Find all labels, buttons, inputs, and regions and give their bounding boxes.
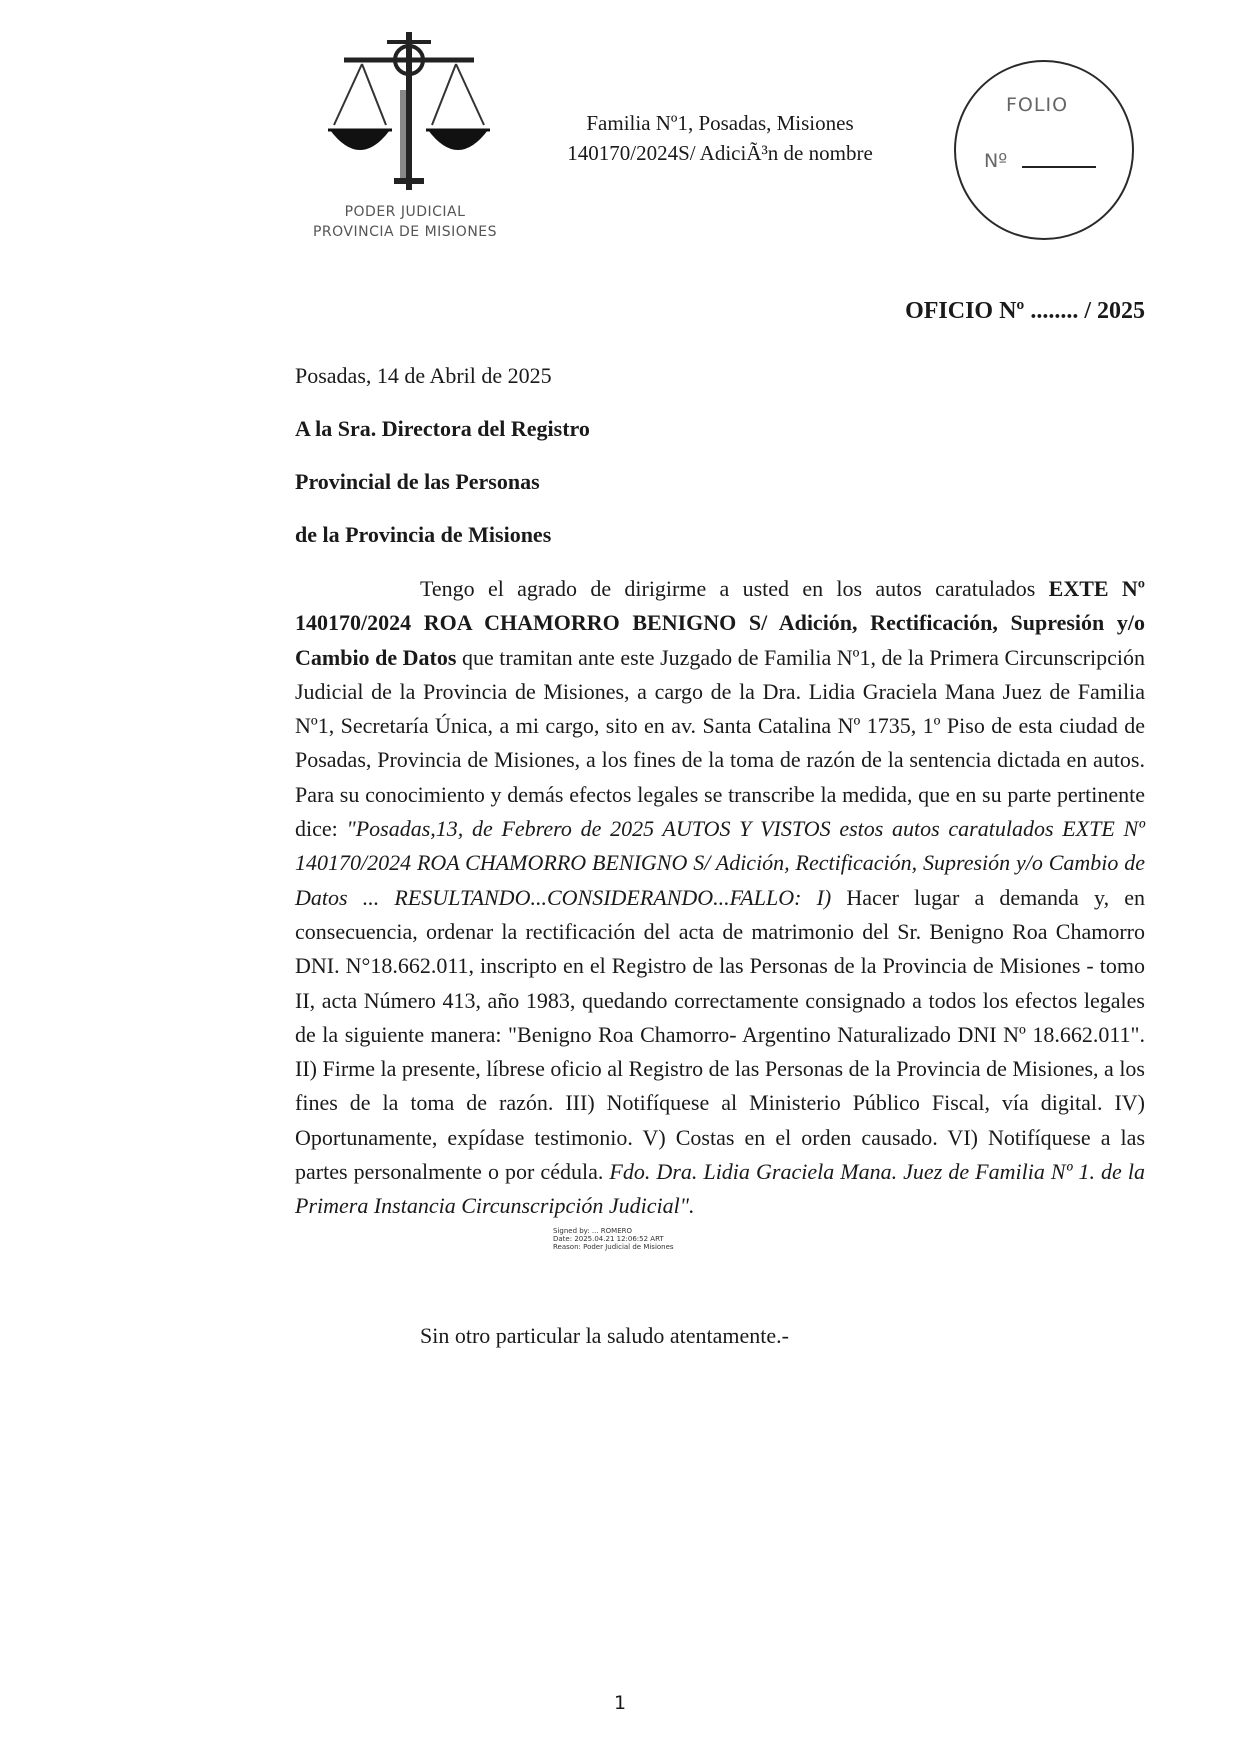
- letter-date: Posadas, 14 de Abril de 2025: [295, 363, 552, 388]
- addressee-line-3: de la Provincia de Misiones: [295, 522, 552, 547]
- main-paragraph: [295, 572, 1145, 1224]
- oficio-number: OFICIO Nº ........ / 2025: [905, 298, 1145, 324]
- addressee-line-1: A la Sra. Directora del Registro: [295, 416, 590, 441]
- folio-label: FOLIO: [1006, 94, 1069, 116]
- signature-line-2: Date: 2025.04.21 12:06:52 ART: [553, 1235, 664, 1243]
- page-number: 1: [613, 1692, 627, 1714]
- signature-line-1: Signed by: ... ROMERO: [553, 1227, 633, 1235]
- case-title: EXTE Nº 140170/2024 ROA CHAMORRO BENIGNO S/ Adición, Rectificación, Supresión y/o Cambio de Datos: [295, 576, 1146, 670]
- intro-text: Tengo el agrado de dirigirme a usted en los autos caratulados: [420, 576, 1049, 601]
- quote-text: "Posadas,13, de Febrero de 2025 AUTOS Y VISTOS estos autos caratulados EXTE Nº 140170/2024 ROA CHAMORRO BENIGNO S/ Adición, Rectificación, Supresión y/o Cambio de Datos ... RESULTANDO...CONSIDERANDO...FALLO: I): [295, 816, 1145, 910]
- poder-judicial-logo: [300, 30, 520, 240]
- ruling-text: Hacer lugar a demanda y, en consecuencia, ordenar la rectificación del acta de matrimonio del Sr. Benigno Roa Chamorro DNI. N°18.662.011, inscripto en el Registro de las Personas de la Provincia de Misiones - tomo II, acta Número 413, año 1983, quedando correctamente consignado a todos los efectos legales de la siguiente manera: "Benigno Roa Chamorro- Argentino Naturalizado DNI Nº 18.662.011". II) Firme la presente, líbrese oficio al Registro de las Personas de la Provincia de Misiones, a los fines de la toma de razón. III) Notifíquese al Ministerio Público Fiscal, vía digital. IV) Oportunamente, expídase testimonio. V) Costas en el orden causado. VI) Notifíquese a las partes personalmente o por cédula.: [295, 884, 1146, 1185]
- court-line-1: Familia Nº1, Posadas, Misiones: [586, 111, 854, 135]
- court-header: [530, 108, 910, 168]
- logo-line-2: PROVINCIA DE MISIONES: [312, 224, 498, 240]
- court-line-2: 140170/2024S/ AdiciÃ³n de nombre: [567, 141, 873, 165]
- folio-blank-line: [1022, 166, 1096, 168]
- middle-text: que tramitan ante este Juzgado de Familia Nº1, de la Primera Circunscripción Judicial de la Provincia de Misiones, a cargo de la Dra. Lidia Graciela Mana Juez de Familia Nº1, Secretaría Única, a mi cargo, sito en av. Santa Catalina Nº 1735, 1º Piso de esta ciudad de Posadas, Provincia de Misiones, a los fines de la toma de razón de la sentencia dictada en autos. Para su conocimiento y demás efectos legales se transcribe la medida, que en su parte pertinente dice:: [295, 644, 1145, 842]
- folio-stamp: [954, 60, 1134, 240]
- closing-line: Sin otro particular la saludo atentamente.-: [420, 1323, 789, 1348]
- scales-of-justice-icon: [324, 30, 494, 198]
- logo-line-1: PODER JUDICIAL: [344, 204, 466, 220]
- folio-number-label: Nº: [984, 150, 1008, 172]
- signature-line-3: Reason: Poder Judicial de Misiones: [553, 1243, 674, 1251]
- addressee-line-2: Provincial de las Personas: [295, 469, 540, 494]
- judge-signature-text: Fdo. Dra. Lidia Graciela Mana. Juez de Familia Nº 1. de la Primera Instancia Circunscripción Judicial".: [295, 1159, 1145, 1219]
- digital-signature-stamp: [553, 1227, 693, 1251]
